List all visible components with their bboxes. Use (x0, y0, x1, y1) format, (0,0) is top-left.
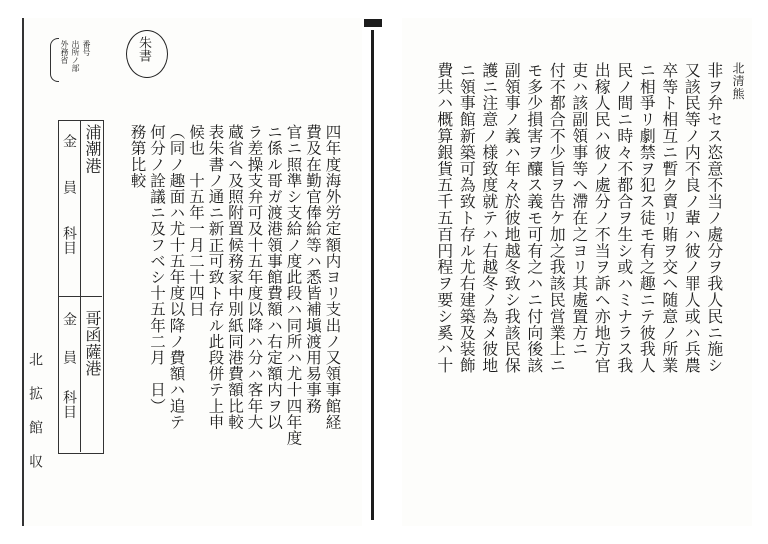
left-column-1: 四年度海外労定額内ヨリ支出ノ又領事館経 (323, 124, 342, 430)
edge-mark-3: 館 (27, 420, 43, 434)
form-label-count-2: 員 (61, 350, 77, 365)
right-column-8: 付不都合不少旨ヲ告ケ加之我該民営業上ニ (547, 62, 567, 374)
margin-note-line-3: 外務省 (60, 40, 69, 64)
right-column-3: 卒等ト相互ニ暫ク賣リ賄ヲ交ヘ随意ノ所業 (659, 62, 679, 374)
left-column-4: ニ係ル哥ガ渡港領事館費額ハ右定額内ヲ以 (265, 124, 283, 430)
right-column-7: 吏ハ該副領事等ヘ滯在之ヨリ其處置方ニ (569, 62, 589, 358)
right-column-10: 副領事ノ義ハ年々於彼地越冬致シ我該民保 (502, 62, 522, 374)
edge-mark-1: 北 (27, 352, 43, 366)
left-column-9: （同ノ趣面ハ尤十五年度以降ノ費額ハ追テ (167, 124, 186, 430)
spine-clip (364, 19, 382, 27)
margin-note-line-1: 番号 (82, 40, 91, 56)
right-column-9: モ多少損害ヲ釀ス義モ可有之ハニ付向後該 (524, 62, 544, 374)
left-column-5: ラ差操支弁可及十五年度以降ハ分ハ客年大 (245, 124, 264, 430)
right-header-mark: 北清熊 (731, 62, 745, 100)
right-column-5: 民ノ間ニ時々不都合ヲ生シ或ハミナラス我 (614, 62, 634, 374)
form-label-gold-2: 金 (61, 312, 77, 327)
edge-mark-2: 拡 (27, 386, 43, 400)
right-column-11: 護ニ注意ノ様致度就テハ右越冬ノ為メ彼地 (479, 62, 499, 374)
right-column-13: 費共ハ概算銀貨五千五百円程ヲ要シ奚ハ十 (434, 62, 454, 374)
left-column-2: 費及在勤官俸給等ハ悉皆補塡渡用易事務 (304, 124, 322, 414)
right-column-2: 又該民等ノ内不良ノ輩ハ彼ノ罪人或ハ兵農 (682, 62, 702, 374)
edge-mark-4: 収 (27, 454, 43, 468)
margin-note-bracket (50, 38, 59, 82)
form-column-rule (80, 120, 81, 452)
stamp-text: 朱書 (136, 36, 151, 62)
form-label-category-2: 科目 (61, 390, 77, 420)
left-column-8: 候也 十五年一月二十四日 (187, 124, 205, 318)
left-column-3: 官ニ照準シ支給ノ度此段ハ同所ハ尤十四年度 (284, 124, 303, 446)
form-heading-port-2: 哥函薩港 (83, 310, 102, 377)
left-column-7: 表朱書ノ通ニ新正可致ト存ル此段併テ上申 (206, 124, 225, 430)
margin-note-line-2: 出所ノ部 (71, 40, 80, 72)
right-column-1: 非ヲ弁セス恣意不当ノ處分ヲ我人民ニ施シ (704, 62, 724, 374)
right-column-6: 出稼人民ハ彼ノ處分ノ不当ヲ訴ヘ亦地方官 (592, 62, 612, 374)
book-spine (371, 30, 374, 520)
form-label-category: 科目 (61, 226, 77, 256)
form-heading-port: 浦潮港 (83, 124, 102, 174)
left-column-11: 務第比較 (128, 124, 147, 189)
form-label-gold: 金 (61, 134, 77, 149)
right-column-4: ニ相爭リ劇禁ヲ犯ス徒モ有之趣ニテ彼我人 (637, 62, 657, 374)
form-label-count: 員 (61, 180, 77, 195)
left-column-6: 蔵省ヘ及照附置候務家中別紙同港費額比較 (226, 124, 244, 430)
right-column-12: ニ領事館新築可為致ト存ル尤右建築及装飾 (457, 62, 477, 374)
left-column-10: 何分ノ詮議ニ及フベシ十五年二月 日） (148, 124, 166, 414)
